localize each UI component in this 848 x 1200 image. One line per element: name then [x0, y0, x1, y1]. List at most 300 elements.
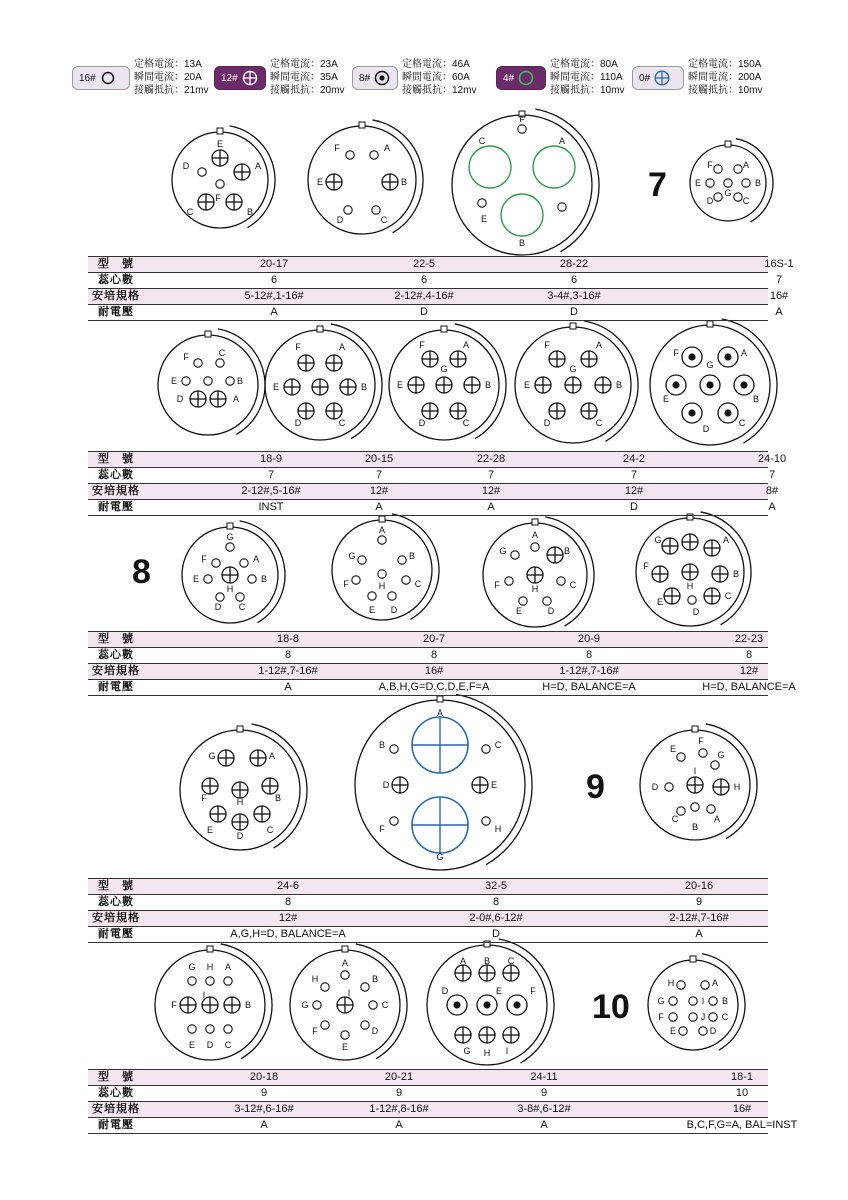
svg-text:E: E: [480, 214, 488, 224]
connector-diagram-20-16: [640, 724, 757, 840]
table-cell: 18-1: [730, 1071, 754, 1083]
svg-text:C: C: [494, 740, 502, 750]
row-values: [144, 1102, 768, 1118]
svg-text:E: E: [694, 178, 702, 188]
row-values: [144, 1118, 798, 1134]
svg-text:G: G: [706, 360, 714, 370]
svg-text:D: D: [651, 782, 659, 792]
connector-diagram-22-5: [308, 120, 423, 234]
table-cell: A,G,H=D, BALANCE=A: [230, 928, 346, 940]
svg-text:G: G: [436, 852, 444, 862]
table-cell: 24-11: [530, 1071, 558, 1083]
svg-text:D: D: [692, 607, 700, 617]
connector-diagram-28-22: [452, 109, 599, 255]
svg-text:C: C: [507, 956, 515, 966]
svg-text:C: C: [238, 602, 246, 612]
connector-diagram-16S-1: [690, 139, 773, 222]
svg-text:F: F: [494, 580, 500, 590]
connector-diagram-24-6: [180, 724, 307, 850]
svg-text:B: B: [244, 1000, 252, 1010]
table-cell: 28-22: [559, 258, 589, 270]
svg-text:G: G: [724, 188, 732, 198]
svg-text:D: D: [418, 418, 426, 428]
spec-table-3: [88, 631, 796, 696]
svg-text:C: C: [738, 418, 746, 428]
row-header: 型 號: [88, 452, 144, 468]
group-number-8: 8: [132, 553, 151, 591]
table-row-voltage: [88, 680, 768, 696]
row-header: 安培規格: [88, 289, 144, 305]
table-cell: A: [375, 501, 383, 513]
table-cell: 20-7: [422, 633, 446, 645]
svg-text:B: B: [484, 380, 492, 390]
svg-text:B: B: [483, 956, 491, 966]
row-values: [144, 664, 768, 680]
contact-resistance: 接觸抵抗：12mv: [402, 85, 477, 96]
table-cell: H=D, BALANCE=A: [702, 681, 796, 693]
svg-text:G: G: [654, 535, 662, 545]
table-cell: 20-18: [249, 1071, 279, 1083]
svg-text:A: A: [531, 530, 539, 540]
table-cell: 6: [420, 274, 428, 286]
svg-text:A: A: [341, 958, 349, 968]
svg-text:G: G: [499, 546, 507, 556]
svg-text:H: H: [311, 974, 319, 984]
table-cell: 22-5: [412, 258, 436, 270]
connector-diagram-20-18: [155, 944, 272, 1060]
table-row-spec: [88, 664, 768, 680]
connector-diagram-20-15: [265, 324, 382, 440]
row-header: 型 號: [88, 632, 144, 648]
svg-text:E: E: [669, 744, 677, 754]
contact-resistance: 接觸抵抗：21mv: [134, 85, 209, 96]
table-cell: D: [630, 501, 638, 513]
svg-text:C: C: [414, 579, 422, 589]
svg-text:F: F: [419, 340, 425, 350]
svg-text:C: C: [671, 814, 679, 824]
row-header: 蕊心數: [88, 648, 144, 664]
svg-text:E: E: [170, 376, 178, 386]
connector-diagram-24-2: [515, 321, 638, 443]
svg-text:F: F: [698, 736, 704, 746]
svg-text:F: F: [201, 793, 207, 803]
svg-text:C: C: [742, 196, 750, 206]
svg-text:C: C: [338, 418, 346, 428]
row-values: [144, 927, 768, 943]
svg-text:B: B: [236, 376, 244, 386]
table-cell: 16#: [424, 665, 444, 677]
svg-text:D: D: [543, 418, 551, 428]
row-values: [144, 632, 768, 648]
svg-text:H: H: [531, 584, 539, 594]
table-cell: 24-10: [757, 453, 787, 465]
table-cell: 20-17: [259, 258, 289, 270]
row-values: [144, 1086, 768, 1102]
svg-text:A: A: [252, 554, 260, 564]
svg-text:C: C: [478, 136, 486, 146]
row-values: [144, 680, 796, 696]
group-number-9: 9: [586, 768, 605, 806]
svg-text:A: A: [462, 340, 470, 350]
svg-text:D: D: [182, 161, 190, 171]
table-row-cores: [88, 648, 768, 664]
svg-text:A: A: [595, 340, 603, 350]
table-cell: D: [492, 928, 500, 940]
svg-text:F: F: [519, 114, 525, 124]
table-cell: 16#: [732, 1103, 752, 1115]
table-row-model: [88, 1070, 768, 1086]
row-header: 耐電壓: [88, 680, 144, 696]
contact-resistance: 接觸抵抗：20mv: [270, 85, 345, 96]
svg-text:I: I: [202, 990, 206, 1000]
svg-text:E: E: [341, 1042, 349, 1052]
rated-current: 定格電流：80A: [550, 59, 618, 70]
table-cell: 9: [395, 1087, 403, 1099]
svg-text:F: F: [201, 554, 207, 564]
svg-text:B: B: [400, 177, 408, 187]
row-values: [144, 484, 779, 500]
rated-current: 定格電流：13A: [134, 59, 202, 70]
row-values: [144, 911, 768, 927]
svg-text:G: G: [208, 751, 216, 761]
connector-diagram-20-9: [483, 517, 594, 627]
svg-text:E: E: [396, 380, 404, 390]
table-cell: 7: [768, 469, 776, 481]
svg-text:G: G: [226, 532, 234, 542]
svg-text:D: D: [336, 215, 344, 225]
table-cell: A: [260, 1119, 268, 1131]
table-cell: 3-4#,3-16#: [547, 290, 601, 302]
svg-text:D: D: [547, 606, 555, 616]
svg-text:B: B: [754, 178, 762, 188]
svg-text:F: F: [530, 986, 536, 996]
row-header: 型 號: [88, 1070, 144, 1086]
table-cell: 12#: [481, 485, 501, 497]
svg-text:H: H: [494, 824, 502, 834]
rated-current: 定格電流：150A: [688, 59, 762, 70]
svg-text:A: A: [224, 962, 232, 972]
connector-diagram-20-21: [290, 944, 407, 1060]
spec-table-5: [88, 1069, 798, 1134]
svg-text:G: G: [301, 1000, 309, 1010]
table-cell: 6: [570, 274, 578, 286]
table-cell: 7: [630, 469, 638, 481]
svg-text:H: H: [686, 581, 694, 591]
instant-current: 瞬間電流：110A: [550, 72, 623, 83]
svg-text:E: E: [669, 1026, 677, 1036]
table-row-model: [88, 257, 768, 273]
svg-text:A: A: [459, 956, 467, 966]
svg-text:B: B: [246, 207, 254, 217]
table-cell: A: [487, 501, 495, 513]
table-cell: 7: [487, 469, 495, 481]
svg-text:E: E: [206, 825, 214, 835]
connector-diagram-18-9: [158, 329, 265, 435]
table-cell: 8: [284, 649, 292, 661]
svg-text:B: B: [691, 822, 699, 832]
svg-text:D: D: [371, 1026, 379, 1036]
table-cell: 16#: [769, 290, 789, 302]
svg-text:E: E: [490, 780, 498, 790]
svg-text:F: F: [215, 193, 221, 203]
row-header: 蕊心數: [88, 468, 144, 484]
instant-current: 瞬間電流：35A: [270, 72, 338, 83]
table-cell: 5-12#,1-16#: [244, 290, 304, 302]
table-row-spec: [88, 289, 768, 305]
table-cell: 10: [735, 1087, 749, 1099]
svg-text:D: D: [176, 394, 184, 404]
connector-diagram-32-5: [355, 694, 532, 870]
svg-text:D: D: [709, 1026, 717, 1036]
instant-current: 瞬間電流：20A: [134, 72, 202, 83]
table-cell: H=D, BALANCE=A: [542, 681, 636, 693]
group-number-10: 10: [592, 988, 630, 1026]
row-header: 安培規格: [88, 664, 144, 680]
svg-text:E: E: [316, 177, 324, 187]
table-cell: 18-9: [259, 453, 283, 465]
table-cell: 8: [745, 649, 753, 661]
svg-text:D: D: [706, 196, 714, 206]
svg-text:E: E: [523, 380, 531, 390]
table-cell: A: [395, 1119, 403, 1131]
row-header: 蕊心數: [88, 273, 144, 289]
table-row-model: [88, 632, 768, 648]
table-cell: 6: [270, 274, 278, 286]
svg-text:C: C: [721, 1012, 729, 1022]
table-cell: 20-15: [364, 453, 394, 465]
connector-diagram-24-10: [650, 319, 777, 445]
svg-text:A: A: [742, 160, 750, 170]
table-cell: A: [540, 1119, 548, 1131]
svg-text:J: J: [700, 1012, 706, 1022]
table-cell: A: [775, 306, 783, 318]
svg-text:F: F: [658, 1012, 664, 1022]
table-row-spec: [88, 1102, 768, 1118]
table-row-voltage: [88, 927, 768, 943]
svg-text:C: C: [266, 825, 274, 835]
svg-text:B: B: [518, 238, 526, 248]
table-cell: 8: [430, 649, 438, 661]
connector-diagram-24-11: [427, 939, 554, 1065]
svg-text:H: H: [226, 584, 234, 594]
svg-text:C: C: [462, 418, 470, 428]
instant-current: 瞬間電流：200A: [688, 72, 762, 83]
connector-diagram-18-1: [648, 954, 745, 1050]
row-header: 耐電壓: [88, 927, 144, 943]
svg-text:E: E: [515, 606, 523, 616]
row-values: [144, 257, 794, 273]
svg-text:F: F: [312, 1026, 318, 1036]
table-cell: 7: [267, 469, 275, 481]
table-cell: 8: [492, 896, 500, 908]
svg-text:B: B: [371, 974, 379, 984]
svg-text:E: E: [656, 597, 664, 607]
svg-text:F: F: [295, 342, 301, 352]
row-values: [144, 289, 789, 305]
table-cell: A: [284, 681, 292, 693]
svg-text:D: D: [294, 418, 302, 428]
contact-resistance: 接觸抵抗：10mv: [550, 85, 625, 96]
svg-text:B: B: [721, 996, 729, 1006]
rated-current: 定格電流：46A: [402, 59, 470, 70]
row-header: 安培規格: [88, 484, 144, 500]
svg-text:H: H: [483, 1048, 491, 1058]
table-cell: 20-9: [577, 633, 601, 645]
svg-text:G: G: [657, 996, 665, 1006]
svg-text:A: A: [558, 136, 566, 146]
svg-text:D: D: [702, 424, 710, 434]
table-cell: D: [420, 306, 428, 318]
svg-text:C: C: [224, 1040, 232, 1050]
spec-table-4: [88, 878, 768, 943]
svg-text:A: A: [378, 525, 386, 535]
table-cell: 8: [585, 649, 593, 661]
svg-text:H: H: [206, 962, 214, 972]
row-header: 型 號: [88, 879, 144, 895]
svg-text:D: D: [206, 1040, 214, 1050]
table-cell: A: [270, 306, 278, 318]
table-cell: 12#: [369, 485, 389, 497]
svg-text:I: I: [701, 996, 705, 1006]
table-cell: 2-0#,6-12#: [469, 912, 523, 924]
svg-text:C: C: [724, 591, 732, 601]
svg-text:E: E: [272, 382, 280, 392]
svg-text:C: C: [569, 580, 577, 590]
contact-size-label: 8#: [359, 72, 371, 84]
table-cell: 1-12#,7-16#: [559, 665, 619, 677]
svg-text:F: F: [171, 1000, 177, 1010]
svg-text:A: A: [713, 814, 721, 824]
svg-text:A: A: [232, 394, 240, 404]
table-row-cores: [88, 468, 768, 484]
row-values: [144, 452, 787, 468]
svg-text:E: E: [368, 605, 376, 615]
table-cell: A: [695, 928, 703, 940]
table-cell: 8: [284, 896, 292, 908]
svg-text:A: A: [338, 342, 346, 352]
table-cell: 12#: [624, 485, 644, 497]
spec-table-2: [88, 451, 787, 516]
svg-text:F: F: [334, 143, 340, 153]
table-cell: 9: [695, 896, 703, 908]
svg-text:F: F: [183, 352, 189, 362]
table-cell: 7: [375, 469, 383, 481]
table-cell: 12#: [278, 912, 298, 924]
svg-text:D: D: [390, 605, 398, 615]
connector-diagram-20-7: [332, 514, 439, 620]
svg-text:A: A: [740, 348, 748, 358]
svg-text:E: E: [216, 139, 224, 149]
svg-text:B: B: [732, 569, 740, 579]
table-cell: 3-12#,6-16#: [234, 1103, 294, 1115]
table-cell: 24-2: [622, 453, 646, 465]
svg-text:B: B: [563, 546, 571, 556]
svg-text:I: I: [693, 766, 697, 776]
table-row-cores: [88, 273, 768, 289]
svg-text:E: E: [188, 1040, 196, 1050]
row-header: 蕊心數: [88, 895, 144, 911]
svg-text:H: H: [733, 782, 741, 792]
row-header: 安培規格: [88, 911, 144, 927]
svg-text:A: A: [711, 978, 719, 988]
row-header: 蕊心數: [88, 1086, 144, 1102]
group-number-7: 7: [648, 166, 667, 204]
table-cell: 32-5: [484, 880, 508, 892]
row-header: 安培規格: [88, 1102, 144, 1118]
row-values: [144, 895, 768, 911]
table-cell: 20-16: [684, 880, 714, 892]
contact-size-label: 0#: [639, 72, 651, 84]
svg-text:E: E: [495, 986, 503, 996]
table-row-voltage: [88, 305, 768, 321]
svg-text:D: D: [382, 780, 390, 790]
table-cell: 22-28: [476, 453, 506, 465]
table-cell: 1-12#,7-16#: [258, 665, 318, 677]
row-header: 耐電壓: [88, 1118, 144, 1134]
connector-diagram-20-17: [172, 126, 275, 228]
svg-text:A: A: [254, 161, 262, 171]
table-cell: 2-12#,7-16#: [669, 912, 729, 924]
contact-size-label: 16#: [79, 72, 96, 84]
svg-text:F: F: [707, 160, 713, 170]
table-cell: 22-23: [734, 633, 764, 645]
svg-text:B: B: [752, 394, 760, 404]
svg-text:C: C: [381, 1000, 389, 1010]
svg-text:F: F: [379, 824, 385, 834]
row-values: [144, 305, 783, 321]
row-values: [144, 273, 783, 289]
svg-text:A: A: [268, 751, 276, 761]
instant-current: 瞬間電流：60A: [402, 72, 470, 83]
table-row-spec: [88, 484, 768, 500]
table-cell: 2-12#,4-16#: [394, 290, 454, 302]
table-cell: A: [768, 501, 776, 513]
svg-text:G: G: [440, 364, 448, 374]
svg-text:B: B: [615, 380, 623, 390]
svg-text:C: C: [218, 348, 226, 358]
svg-text:A: A: [436, 708, 444, 718]
svg-text:D: D: [236, 831, 244, 841]
svg-text:D: D: [214, 602, 222, 612]
svg-text:F: F: [643, 561, 649, 571]
rated-current: 定格電流：23A: [270, 59, 338, 70]
table-cell: INST: [258, 501, 284, 513]
svg-text:H: H: [378, 581, 386, 591]
svg-text:B: B: [260, 574, 268, 584]
table-cell: D: [570, 306, 578, 318]
svg-text:C: C: [595, 418, 603, 428]
svg-text:G: G: [569, 364, 577, 374]
table-cell: 2-12#,5-16#: [241, 485, 301, 497]
svg-text:B: B: [274, 793, 282, 803]
row-values: [144, 879, 768, 895]
contact-resistance: 接觸抵抗：10mv: [688, 85, 763, 96]
row-header: 型 號: [88, 257, 144, 273]
table-cell: 7: [775, 274, 783, 286]
table-row-voltage: [88, 1118, 768, 1134]
svg-text:E: E: [192, 574, 200, 584]
table-row-voltage: [88, 500, 768, 516]
svg-text:F: F: [343, 579, 349, 589]
table-cell: B,C,F,G=A, BAL=INST: [686, 1119, 798, 1131]
row-values: [144, 500, 776, 516]
table-cell: 24-6: [276, 880, 300, 892]
svg-text:H: H: [667, 978, 675, 988]
table-cell: 3-8#,6-12#: [517, 1103, 571, 1115]
table-cell: 9: [540, 1087, 548, 1099]
spec-table-1: [88, 256, 794, 321]
svg-text:G: G: [188, 962, 196, 972]
